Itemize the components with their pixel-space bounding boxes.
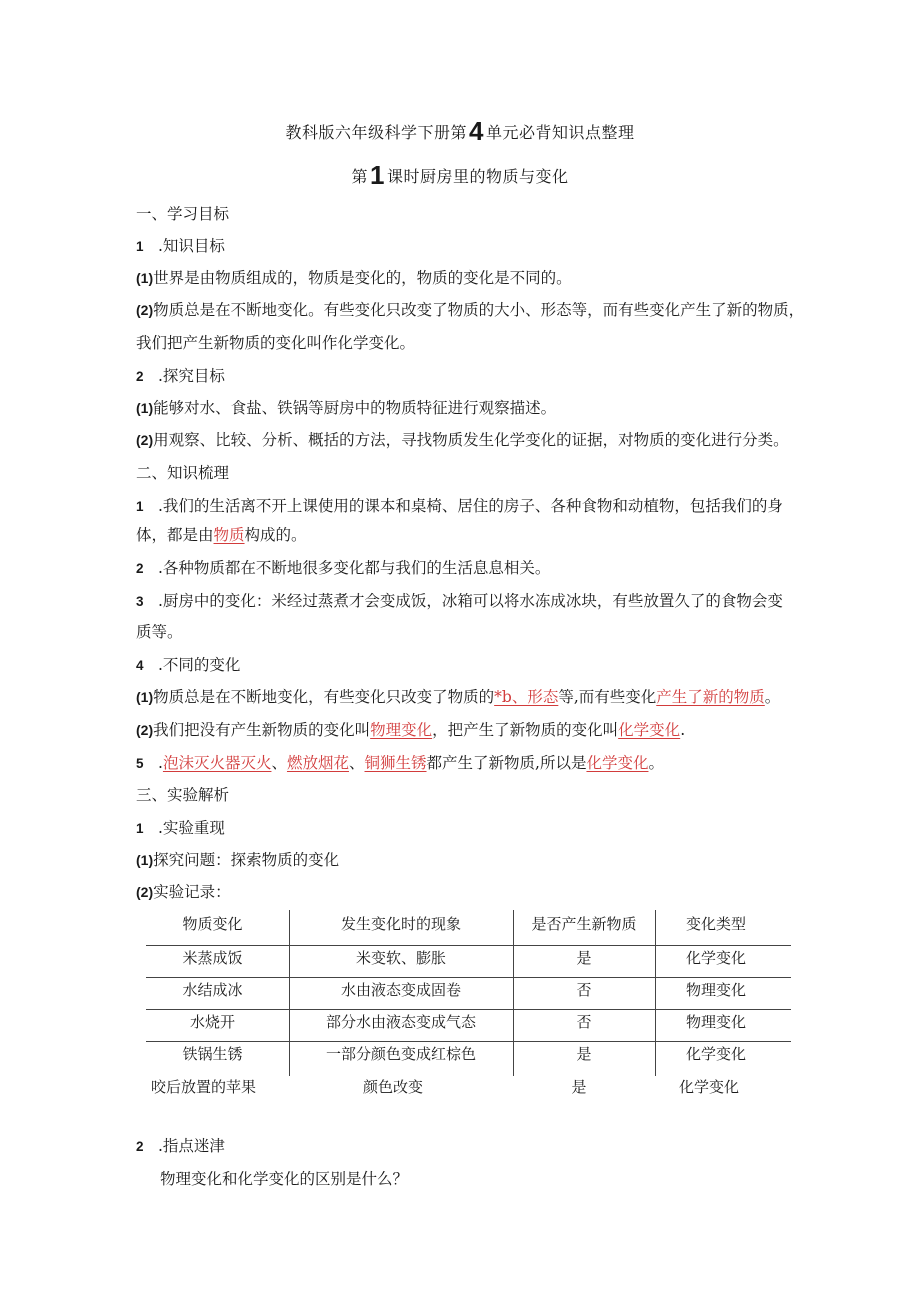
paragraph-continuation: 质等。: [136, 623, 183, 641]
paragraph: (1)探究问题：探索物质的变化: [136, 851, 340, 869]
answer-blank: 燃放烟花: [286, 754, 349, 772]
table-cell: 否: [576, 981, 592, 999]
paragraph: 1 .我们的生活离不开上课使用的课本和桌椅、居住的房子、各种食物和动植物，包括我们的身: [136, 497, 783, 515]
subsection-heading: 2 .指点迷津: [136, 1137, 225, 1155]
answer-blank: 物理变化: [370, 721, 433, 739]
table-header-row: [136, 910, 786, 942]
question-text: 物理变化和化学变化的区别是什么？: [160, 1170, 409, 1188]
table-cell: 化学变化: [685, 949, 746, 967]
table-cell: 是: [576, 949, 592, 967]
table-cell: 咬后放置的苹果: [150, 1078, 256, 1096]
paragraph: 5 .泡沫灭火器灭火、燃放烟花、铜狮生锈都产生了新物质,所以是化学变化。: [136, 754, 664, 772]
table-cell: 米蒸成饭: [182, 949, 243, 967]
lesson-number: 1: [370, 160, 385, 190]
answer-blank: *b、形态: [494, 688, 559, 706]
table-cell: 水由液态变成固卷: [340, 981, 461, 999]
table-cell: 化学变化: [678, 1078, 739, 1096]
paragraph: 3 .厨房中的变化：米经过蒸煮才会变成饭，冰箱可以将水冻成冰块，有些放置久了的食物会变: [136, 592, 783, 610]
lesson-title-text: 第: [351, 167, 369, 186]
lesson-title-text: 课时厨房里的物质与变化: [386, 167, 569, 186]
table-header-cell: 是否产生新物质: [531, 915, 637, 933]
table-row: [136, 976, 786, 1008]
subsection-heading: 1 .实验重现: [136, 819, 225, 837]
subsection-heading: 4 .不同的变化: [136, 656, 241, 674]
table-cell: 颜色改变: [362, 1078, 423, 1096]
document-title: [0, 116, 920, 147]
section-heading: 一、学习目标: [136, 205, 230, 223]
table-cell: 化学变化: [685, 1045, 746, 1063]
paragraph: (1)世界是由物质组成的，物质是变化的，物质的变化是不同的。: [136, 269, 572, 287]
table-cell: 是: [571, 1078, 587, 1096]
title-number: 4: [469, 116, 484, 146]
lesson-title: [0, 160, 920, 191]
paragraph: (1)物质总是在不断地变化，有些变化只改变了物质的*b、形态等,而有些变化产生了新的物质。: [136, 688, 781, 706]
answer-blank: 产生了新的物质: [656, 688, 765, 706]
paragraph: (2)物质总是在不断地变化。有些变化只改变了物质的大小、形态等，而有些变化产生了新的物质，: [136, 301, 805, 319]
paragraph: (2)实验记录：: [136, 883, 231, 901]
experiment-table: [136, 910, 786, 1110]
table-cell: 否: [576, 1013, 592, 1031]
table-cell: 米变软、膨胀: [355, 949, 446, 967]
title-text: 单元必背知识点整理: [485, 123, 635, 142]
answer-blank: 物质: [213, 526, 245, 544]
paragraph: (2)用观察、比较、分析、概括的方法，寻找物质发生化学变化的证据，对物质的变化进行分类。: [136, 431, 789, 449]
table-cell: 部分水由液态变成气态: [325, 1013, 476, 1031]
table-cell: 一部分颜色变成红棕色: [325, 1045, 476, 1063]
answer-blank: 铜狮生锈: [364, 754, 427, 772]
table-cell: 铁锅生锈: [182, 1045, 243, 1063]
table-cell: 是: [576, 1045, 592, 1063]
table-header-cell: 发生变化时的现象: [340, 915, 461, 933]
table-cell: 水结成冰: [182, 981, 243, 999]
section-heading: 三、实验解析: [136, 786, 230, 804]
answer-blank: 化学变化: [618, 721, 681, 739]
paragraph: 2 .各种物质都在不断地很多变化都与我们的生活息息相关。: [136, 559, 551, 577]
answer-blank: 泡沫灭火器灭火: [162, 754, 272, 772]
table-cell: 物理变化: [685, 1013, 746, 1031]
table-header-cell: 变化类型: [685, 915, 746, 933]
subsection-heading: 2 .探究目标: [136, 367, 225, 385]
table-row: [136, 1040, 786, 1072]
paragraph-continuation: 我们把产生新物质的变化叫作化学变化。: [136, 334, 416, 352]
table-cell: 物理变化: [685, 981, 746, 999]
table-header-cell: 物质变化: [182, 915, 243, 933]
table-row: [136, 944, 786, 976]
paragraph: (2)我们把没有产生新物质的变化叫物理变化，把产生了新物质的变化叫化学变化.: [136, 721, 686, 739]
section-heading: 二、知识梳理: [136, 464, 230, 482]
table-row: [136, 1008, 786, 1040]
subsection-heading: 1 .知识目标: [136, 237, 225, 255]
table-cell: 水烧开: [189, 1013, 235, 1031]
paragraph: (1)能够对水、食盐、铁锅等厨房中的物质特征进行观察描述。: [136, 399, 557, 417]
answer-blank: 化学变化: [586, 754, 649, 772]
paragraph-continuation: 体，都是由物质构成的。: [136, 526, 307, 544]
table-row: [136, 1073, 786, 1105]
title-text: 教科版六年级科学下册第: [285, 123, 468, 142]
